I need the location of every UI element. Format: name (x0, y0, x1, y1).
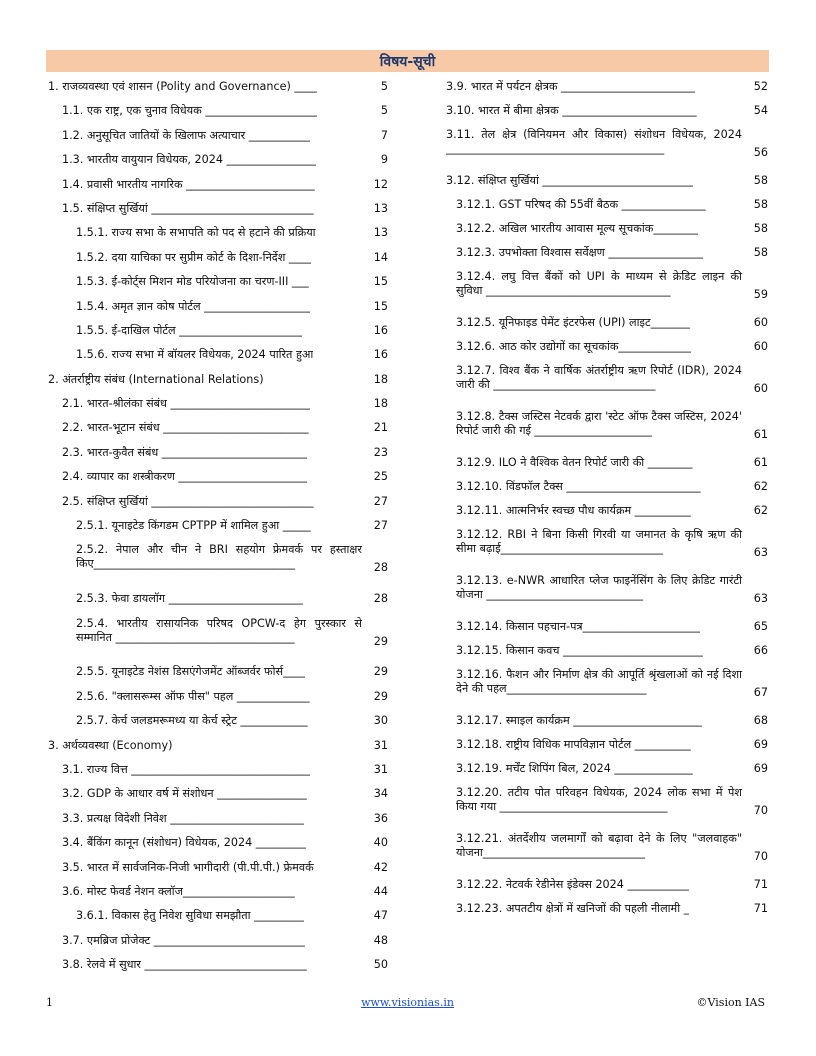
toc-entry-page: 7 (380, 128, 388, 142)
toc-entry[interactable] (446, 874, 768, 898)
toc-entry-page: 14 (373, 250, 388, 264)
toc-entry[interactable] (48, 393, 388, 417)
toc-entry-page: 62 (753, 504, 768, 517)
toc-entry-page: 36 (373, 811, 388, 825)
toc-entry[interactable] (446, 452, 768, 476)
toc-entry-page: 5 (380, 80, 388, 93)
toc-entry-title: 3.12.21. अंतर्देशीय जलमार्गों को बढ़ावा देने के लिए "जलवाहक" योजना_____________________________ (456, 832, 742, 859)
toc-entry-title: 3.12.16. फैशन और निर्माण क्षेत्र की आपूर्ति श्रृंखलाओं को नई दिशा देने की पहल_________________________ (456, 668, 742, 695)
toc-entry-page: 30 (373, 714, 388, 728)
toc-entry[interactable] (446, 242, 768, 266)
toc-entry-page: 58 (753, 222, 768, 235)
toc-entry-page: 13 (373, 226, 388, 240)
toc-entry-page: 61 (753, 428, 768, 441)
toc-entry-title: 2.5.3. फेवा डायलॉग ________________________ (76, 592, 303, 606)
toc-entry-title: 3.10. भारत में बीमा क्षेत्रक ________________________ (446, 104, 697, 117)
toc-entry-page: 71 (753, 902, 768, 915)
toc-entry[interactable] (48, 661, 388, 685)
toc-entry-title: 3.12.3. उपभोक्ता विश्वास सर्वेक्षण _________________ (456, 246, 704, 259)
toc-entry-page: 31 (373, 738, 388, 752)
toc-entry[interactable] (446, 194, 768, 218)
toc-entry[interactable] (446, 312, 768, 336)
toc-entry[interactable] (446, 758, 768, 782)
toc-entry-title: 3. अर्थव्यवस्था (Economy) (48, 738, 173, 752)
toc-entry[interactable] (48, 588, 388, 612)
toc-header-bar (46, 50, 769, 72)
toc-entry[interactable] (446, 360, 768, 406)
page-footer (46, 996, 769, 1012)
toc-entry[interactable] (48, 76, 388, 100)
toc-entry-title: 3.12.12. RBI ने बिना किसी गिरवी या जमानत के कृषि ऋण की सीमा बढ़ाई_____________________________ (456, 528, 742, 555)
toc-entry-title: 3.1. राज्य वित्त ________________________________ (62, 762, 311, 776)
toc-entry-title: 1.3. भारतीय वायुयान विधेयक, 2024 ________________ (62, 153, 317, 167)
toc-entry[interactable] (446, 76, 768, 100)
toc-entry-title: 1.5.5. ई-दाखिल पोर्टल ______________________ (76, 323, 303, 337)
footer-page-number: 1 (46, 996, 53, 1009)
toc-entry-page: 68 (753, 714, 768, 727)
toc-entry-title: 2. अंतर्राष्ट्रीय संबंध (International Relations) (48, 372, 264, 386)
toc-entry[interactable] (446, 476, 768, 500)
toc-entry-page: 40 (373, 836, 388, 850)
toc-entry-page: 48 (373, 933, 388, 947)
toc-entry-title: 1.5.6. राज्य सभा में बॉयलर विधेयक, 2024 पारित हुआ (76, 348, 314, 362)
toc-entry[interactable] (446, 524, 768, 570)
toc-entry[interactable] (48, 539, 388, 588)
toc-entry-title: 3.12.1. GST परिषद की 55वीं बैठक _______________ (456, 198, 706, 211)
toc-entry-page: 63 (753, 546, 768, 559)
toc-entry[interactable] (446, 710, 768, 734)
toc-entry[interactable] (48, 344, 388, 368)
toc-entry-page: 16 (373, 348, 388, 362)
toc-entry-title: 3.12.6. आठ कोर उद्योगों का सूचकांक_____________ (456, 340, 692, 353)
toc-right-column (446, 76, 768, 922)
toc-entry-title: 1. राजव्यवस्था एवं शासन (Polity and Governance) ____ (48, 80, 317, 93)
toc-entry-page: 16 (373, 323, 388, 337)
toc-entry[interactable] (48, 857, 388, 881)
toc-entry-page: 31 (373, 762, 388, 776)
footer-copyright: ©Vision IAS (696, 996, 765, 1009)
toc-entry[interactable] (446, 170, 768, 194)
toc-entry-title: 2.5.5. यूनाइटेड नेशंस डिसएंगेजमेंट ऑब्जर्वर फोर्स____ (76, 665, 306, 679)
toc-entry-page: 61 (753, 456, 768, 469)
toc-entry-title: 3.2. GDP के आधार वर्ष में संशोधन ________________ (62, 787, 307, 801)
toc-entry-title: 3.12.8. टैक्स जस्टिस नेटवर्क द्वारा 'स्टेट ऑफ टैक्स जस्टिस, 2024' रिपोर्ट जारी की गई _____________________ (456, 410, 742, 437)
toc-entry-title: 3.12.15. किसान कवच _________________________ (456, 644, 703, 657)
toc-entry-title: 3.12.5. यूनिफाइड पेमेंट इंटरफेस (UPI) लाइट_______ (456, 316, 690, 329)
toc-entry-page: 59 (753, 288, 768, 301)
toc-entry[interactable] (48, 759, 388, 783)
toc-entry-page: 28 (373, 561, 388, 575)
toc-entry[interactable] (48, 808, 388, 832)
toc-entry-title: 2.1. भारत-श्रीलंका संबंध _________________________ (62, 397, 311, 411)
toc-entry[interactable] (48, 954, 388, 978)
toc-entry-page: 69 (753, 738, 768, 751)
toc-entry[interactable] (446, 406, 768, 452)
toc-entry-title: 2.4. व्यापार का शस्त्रीकरण _______________________ (62, 470, 308, 484)
toc-entry[interactable] (48, 881, 388, 905)
toc-entry[interactable] (48, 515, 388, 539)
toc-entry[interactable] (446, 336, 768, 360)
toc-entry-title: 3.12.7. विश्व बैंक ने वार्षिक अंतर्राष्ट्रीय ऋण रिपोर्ट (IDR), 2024 जारी की _____________________________ (456, 364, 742, 391)
toc-entry[interactable] (446, 734, 768, 758)
toc-entry-title: 3.4. बैंकिंग कानून (संशोधन) विधेयक, 2024 _________ (62, 836, 307, 850)
footer-website-link[interactable]: www.visionias.in (361, 996, 454, 1009)
toc-entry-page: 56 (753, 146, 768, 159)
toc-entry-page: 71 (753, 878, 768, 891)
toc-entry[interactable] (446, 782, 768, 828)
toc-entry-page: 54 (753, 104, 768, 117)
toc-entry-page: 44 (373, 884, 388, 898)
toc-entry[interactable] (48, 174, 388, 198)
toc-entry-page: 15 (373, 275, 388, 289)
toc-entry-title: 3.12.14. किसान पहचान-पत्र_____________________ (456, 620, 701, 633)
toc-entry[interactable] (48, 149, 388, 173)
toc-entry-title: 2.5. संक्षिप्त सुर्खियां _____________________________ (62, 494, 314, 508)
toc-entry-title: 2.2. भारत-भूटान संबंध __________________________ (62, 421, 309, 435)
toc-entry-title: 3.3. प्रत्यक्ष विदेशी निवेश ________________________ (62, 811, 305, 825)
toc-entry[interactable] (446, 124, 768, 170)
toc-entry-title: 3.12. संक्षिप्त सुर्खियां ___________________________ (446, 174, 694, 187)
toc-entry[interactable] (48, 930, 388, 954)
toc-entry-page: 58 (753, 246, 768, 259)
toc-entry-page: 23 (373, 445, 388, 459)
toc-entry-page: 18 (373, 372, 388, 386)
toc-entry-title: 2.5.2. नेपाल और चीन ने BRI सहयोग फ्रेमवर्क पर हस्ताक्षर किए____________________________________ (76, 543, 362, 571)
toc-entry-title: 1.1. एक राष्ट्र, एक चुनाव विधेयक ____________________ (62, 104, 318, 118)
toc-entry[interactable] (446, 828, 768, 874)
toc-entry-title: 1.4. प्रवासी भारतीय नागरिक _______________________ (62, 177, 315, 191)
toc-entry-page: 18 (373, 397, 388, 411)
toc-entry-title: 3.12.10. विंडफॉल टैक्स ________________________ (456, 480, 701, 493)
toc-entry-title: 3.7. एमब्रिज प्रोजेक्ट ___________________________ (62, 933, 305, 947)
toc-entry-page: 58 (753, 174, 768, 187)
toc-entry-title: 3.6.1. विकास हेतु निवेश सुविधा समझौता _________ (76, 909, 305, 923)
toc-entry-title: 2.5.6. "क्लासरूम्स ऑफ पीस" पहल _____________ (76, 689, 310, 703)
toc-entry-page: 62 (753, 480, 768, 493)
toc-entry[interactable] (48, 125, 388, 149)
toc-entry[interactable] (48, 686, 388, 710)
toc-entry-page: 66 (753, 644, 768, 657)
toc-entry-page: 27 (373, 519, 388, 533)
toc-entry-title: 3.12.2. अखिल भारतीय आवास मूल्य सूचकांक________ (456, 222, 699, 235)
toc-entry[interactable] (48, 783, 388, 807)
toc-entry[interactable] (48, 417, 388, 441)
toc-entry-page: 13 (373, 201, 388, 215)
toc-entry[interactable] (48, 466, 388, 490)
toc-entry[interactable] (48, 198, 388, 222)
toc-entry[interactable] (446, 218, 768, 242)
toc-left-column (48, 76, 388, 978)
toc-entry[interactable] (446, 664, 768, 710)
toc-entry[interactable] (48, 442, 388, 466)
toc-entry-title: 1.2. अनुसूचित जातियों के खिलाफ अत्याचार ___________ (62, 128, 311, 142)
toc-entry-page: 15 (373, 299, 388, 313)
toc-entry-page: 60 (753, 316, 768, 329)
toc-entry-title: 3.12.9. ILO ने वैश्विक वेतन रिपोर्ट जारी की ________ (456, 456, 693, 469)
toc-entry-page: 47 (373, 909, 388, 923)
toc-entry[interactable] (48, 369, 388, 393)
toc-entry-page: 25 (373, 470, 388, 484)
toc-entry[interactable] (48, 613, 388, 662)
toc-entry-page: 50 (373, 958, 388, 972)
toc-entry-title: 3.12.4. लघु वित्त बैंकों को UPI के माध्यम से क्रेडिट लाइन की सुविधा _________________________________ (456, 270, 742, 297)
toc-entry-page: 67 (753, 686, 768, 699)
toc-entry-title: 3.6. मोस्ट फेवर्ड नेशन क्लॉज____________________ (62, 884, 295, 898)
toc-entry[interactable] (48, 905, 388, 929)
toc-entry-page: 21 (373, 421, 388, 435)
toc-entry-page: 27 (373, 494, 388, 508)
toc-entry[interactable] (48, 735, 388, 759)
toc-entry-page: 69 (753, 762, 768, 775)
toc-entry-title: 1.5. संक्षिप्त सुर्खियां _____________________________ (62, 201, 314, 215)
toc-title: विषय-सूची (379, 53, 436, 70)
toc-entry-page: 63 (753, 592, 768, 605)
toc-entry[interactable] (48, 491, 388, 515)
toc-entry-title: 3.12.17. स्माइल कार्यक्रम _______________________ (456, 714, 702, 727)
toc-entry[interactable] (446, 616, 768, 640)
toc-entry[interactable] (446, 570, 768, 616)
toc-entry[interactable] (48, 710, 388, 734)
toc-entry-page: 9 (380, 153, 388, 167)
toc-entry-page: 52 (753, 80, 768, 93)
toc-entry-page: 29 (373, 665, 388, 679)
toc-entry[interactable] (48, 100, 388, 124)
toc-entry-title: 3.12.11. आत्मनिर्भर स्वच्छ पौध कार्यक्रम __________ (456, 504, 691, 517)
toc-entry-page: 60 (753, 382, 768, 395)
toc-entry-page: 5 (380, 104, 388, 118)
toc-entry[interactable] (446, 640, 768, 664)
toc-entry[interactable] (446, 266, 768, 312)
toc-entry-page: 70 (753, 804, 768, 817)
toc-entry-title: 2.3. भारत-कुवैत संबंध __________________________ (62, 445, 308, 459)
toc-entry-page: 34 (373, 787, 388, 801)
toc-entry-title: 3.12.22. नेटवर्क रेडीनेस इंडेक्स 2024 ___________ (456, 878, 690, 891)
toc-entry-title: 3.12.23. अपतटीय क्षेत्रों में खनिजों की पहली नीलामी _ (456, 902, 690, 915)
toc-entry-title: 2.5.7. केर्च जलडमरूमध्य या केर्च स्ट्रेट ____________ (76, 714, 308, 728)
toc-entry-title: 3.12.18. राष्ट्रीय विधिक मापविज्ञान पोर्टल __________ (456, 738, 691, 751)
toc-entry-title: 1.5.2. दया याचिका पर सुप्रीम कोर्ट के दिशा-निर्देश ____ (76, 250, 312, 264)
toc-entry-title: 3.9. भारत में पर्यटन क्षेत्रक ________________________ (446, 80, 696, 93)
toc-entry[interactable] (48, 222, 388, 246)
toc-entry[interactable] (48, 320, 388, 344)
toc-entry-title: 3.12.13. e-NWR आधारित प्लेज फाइनेंसिंग के लिए क्रेडिट गारंटी योजना ____________________________ (456, 574, 742, 601)
toc-entry-page: 70 (753, 850, 768, 863)
toc-entry[interactable] (48, 271, 388, 295)
toc-entry[interactable] (48, 296, 388, 320)
toc-entry-title: 2.5.1. यूनाइटेड किंगडम CPTPP में शामिल हुआ _____ (76, 519, 311, 533)
toc-entry-title: 2.5.4. भारतीय रासायनिक परिषद OPCW-द हेग पुरस्कार से सम्मानित ________________________________ (76, 616, 362, 644)
toc-entry-page: 12 (373, 177, 388, 191)
toc-entry[interactable] (48, 832, 388, 856)
toc-entry-page: 42 (373, 860, 388, 874)
toc-entry-title: 3.8. रेलवे में सुधार _____________________________ (62, 958, 307, 972)
toc-entry-page: 28 (373, 592, 388, 606)
toc-entry[interactable] (446, 100, 768, 124)
toc-entry[interactable] (48, 247, 388, 271)
toc-entry-title: 3.11. तेल क्षेत्र (विनियमन और विकास) संशोधन विधेयक, 2024 _______________________________________ (446, 128, 742, 155)
toc-entry-title: 1.5.1. राज्य सभा के सभापति को पद से हटाने की प्रक्रिया (76, 226, 316, 240)
toc-entry-title: 3.12.20. तटीय पोत परिवहन विधेयक, 2024 लोक सभा में पेश किया गया ______________________________ (456, 786, 742, 813)
toc-entry-title: 1.5.3. ई-कोर्ट्स मिशन मोड परियोजना का चरण-III ___ (76, 275, 309, 289)
toc-entry-title: 3.12.19. मर्चेंट शिपिंग बिल, 2024 ______________ (456, 762, 693, 775)
toc-entry-title: 1.5.4. अमृत ज्ञान कोष पोर्टल ___________________ (76, 299, 311, 313)
toc-entry-page: 65 (753, 620, 768, 633)
toc-entry-page: 29 (373, 689, 388, 703)
toc-entry[interactable] (446, 500, 768, 524)
toc-entry-page: 29 (373, 634, 388, 648)
toc-entry-page: 60 (753, 340, 768, 353)
toc-entry-title: 3.5. भारत में सार्वजनिक-निजी भागीदारी (पी.पी.पी.) फ्रेमवर्क (62, 860, 314, 874)
toc-entry[interactable] (446, 898, 768, 922)
toc-entry-page: 58 (753, 198, 768, 211)
